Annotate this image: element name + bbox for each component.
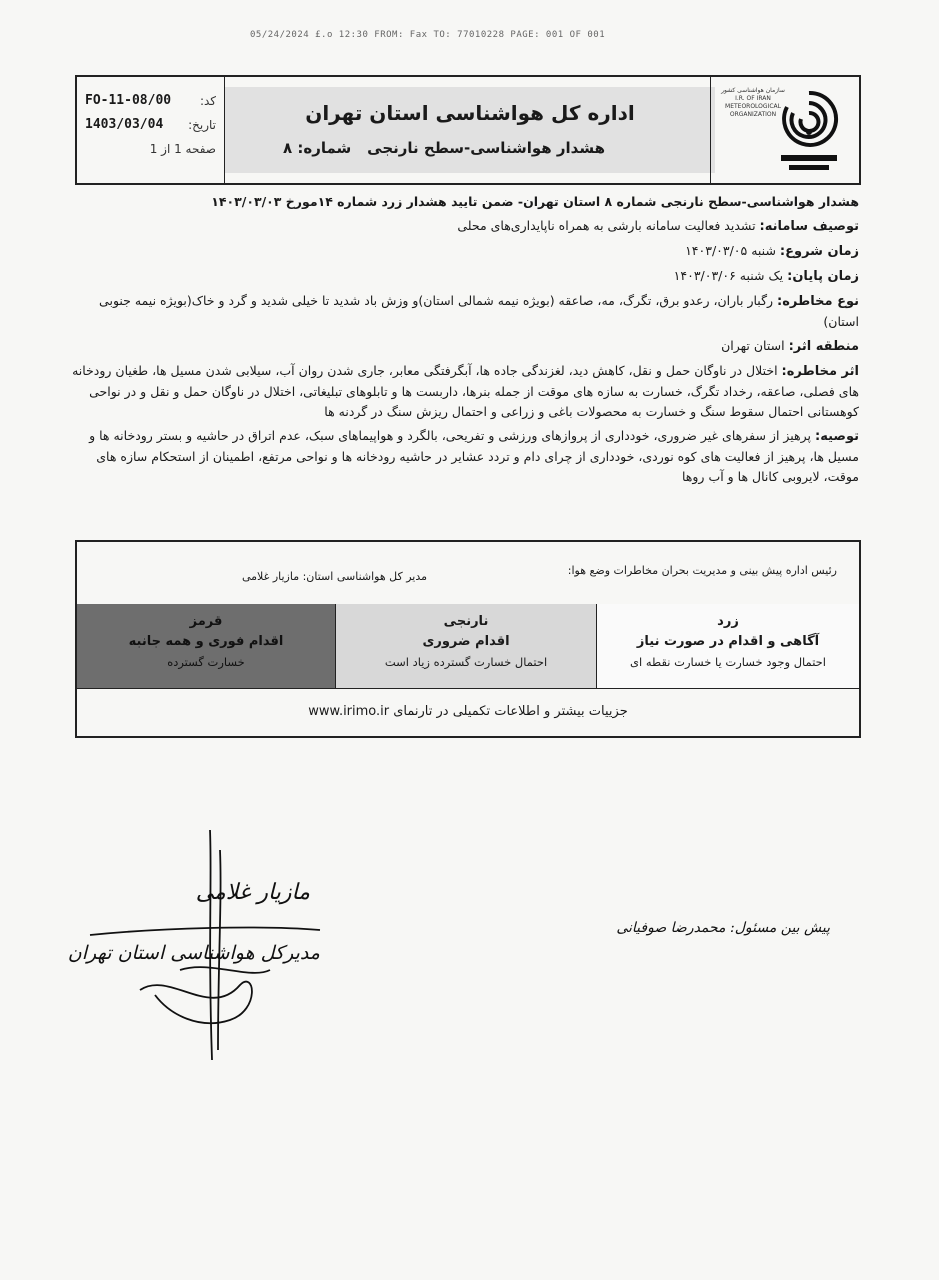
director-handwritten-name: مازیار غلامی xyxy=(195,880,310,905)
impact-row xyxy=(69,361,859,422)
code-value: FO-11-08/00 xyxy=(85,93,172,108)
description-label: توصیف سامانه: xyxy=(759,219,859,234)
description-row xyxy=(69,216,859,237)
advice-text: پرهیز از سفرهای غیر ضروری، خودداری از پروازهای ورزشی و تفریحی، بالگرد و هواپیماهای سبک، عدم اتراق در حاشیه و بستر رودخانه ها و مسیل ها، پرهیز از فعالیت های کوه نوردی، خودداری از چرای دام و تردد عشایر در حاشیه رودخانه ها و نواحی مرتفع، اطمینان از استحکام سازه های موقت، لایروبی کانال ها و آب روها xyxy=(89,428,859,484)
level-desc: احتمال وجود خسارت یا خسارت نقطه ای xyxy=(630,655,826,669)
level-orange xyxy=(335,604,597,688)
header-title-block xyxy=(225,87,715,173)
start-row xyxy=(69,241,859,262)
end-label: زمان پایان: xyxy=(787,269,859,284)
hazard-label: نوع مخاطره: xyxy=(777,294,859,309)
director-label: مدیر کل هواشناسی استان: مازیار غلامی xyxy=(241,570,427,583)
level-action: اقدام ضروری xyxy=(422,634,510,649)
end-row xyxy=(69,266,859,287)
website-note: جزییات بیشتر و اطلاعات تکمیلی در تارنمای www.irimo.ir xyxy=(308,704,628,719)
advice-row xyxy=(69,426,859,487)
header-table xyxy=(75,75,861,185)
end-text: یک شنبه ۱۴۰۳/۰۳/۰۶ xyxy=(673,268,784,283)
start-label: زمان شروع: xyxy=(779,244,859,259)
director-handwritten-title: مدیرکل هواشناسی استان تهران xyxy=(67,942,320,964)
impact-text: اختلال در ناوگان حمل و نقل، کاهش دید، لغزندگی جاده ها، آبگرفتگی معابر، جاری شدن روان آب، سیلابی شدن مسیل ها، طغیان رودخانه های فصلی، صاعقه، رخداد تگرگ، خسارت به سازه های موقت از جمله بنرها، داربست ها و تابلوهای تبلیغاتی، اختلال در ناوگان حمل و نقل و در نواحی کوهستانی احتمال سقوط سنگ و خسارت به محصولات باغی و زراعی و احتمال ریزش سنگ در گردنه ها xyxy=(72,363,859,419)
page-label: صفحه 1 از 1 xyxy=(149,142,216,156)
date-value: 1403/03/04 xyxy=(85,117,164,132)
level-action: اقدام فوری و همه جانبه xyxy=(128,634,284,649)
advice-label: توصیه: xyxy=(815,429,859,444)
area-row xyxy=(69,336,859,357)
date-label: تاریخ: xyxy=(188,118,216,132)
warning-number: شماره: ۸ xyxy=(283,139,352,157)
level-name: زرد xyxy=(717,614,739,629)
level-yellow xyxy=(597,604,859,688)
code-label: کد: xyxy=(199,94,216,108)
level-red xyxy=(77,604,335,688)
warning-level-title: هشدار هواشناسی-سطح نارنجی xyxy=(367,139,605,157)
description-text: تشدید فعالیت سامانه بارشی به همراه ناپایداری‌های محلی xyxy=(457,218,756,233)
forecaster-signature xyxy=(600,920,830,960)
fax-header: 05/24/2024 £.o 12:30 FROM: Fax TO: 77010228 PAGE: 001 OF 001 xyxy=(250,30,606,40)
hazard-row xyxy=(69,291,859,332)
impact-label: اثر مخاطره: xyxy=(781,364,859,379)
hazard-text: رگبار باران، رعدو برق، تگرگ، مه، صاعقه (بویژه نیمه شمالی استان)و وزش باد شدید تا خیلی شدید و گرد و خاک(بویژه نیمه جنوبی استان) xyxy=(99,293,859,329)
area-text: استان تهران xyxy=(721,338,785,353)
office-title: اداره کل هواشناسی استان تهران xyxy=(305,101,635,125)
forecaster-handwritten: پیش بین مسئول: محمدرضا صوفیانی xyxy=(616,920,830,936)
level-desc: خسارت گسترده xyxy=(167,655,245,669)
warning-levels xyxy=(77,604,859,689)
level-action: آگاهی و اقدام در صورت نیاز xyxy=(636,634,820,649)
start-text: شنبه ۱۴۰۳/۰۳/۰۵ xyxy=(685,243,776,258)
document-meta xyxy=(77,77,225,183)
levels-table xyxy=(75,540,861,738)
level-name: قرمز xyxy=(189,614,223,629)
signatories-row xyxy=(77,542,859,605)
irimo-logo-icon xyxy=(710,77,859,183)
warning-lead: هشدار هواشناسی-سطح نارنجی شماره ۸ استان تهران- ضمن تایید هشدار زرد شماره ۱۴مورخ ۱۴۰۳/۰۳/۰۳ xyxy=(211,194,859,209)
forecast-head-label: رئیس اداره پیش بینی و مدیریت بحران مخاطرات وضع هوا: xyxy=(567,564,837,577)
level-desc: احتمال خسارت گسترده زیاد است xyxy=(384,655,548,669)
logo-caption: سازمان هواشناسی کشور I.R. OF IRAN METEOROLOGICAL ORGANIZATION xyxy=(721,87,785,118)
warning-body xyxy=(69,192,859,487)
level-name: نارنجی xyxy=(443,614,489,629)
director-signature xyxy=(60,820,330,1070)
area-label: منطقه اثر: xyxy=(788,339,859,354)
